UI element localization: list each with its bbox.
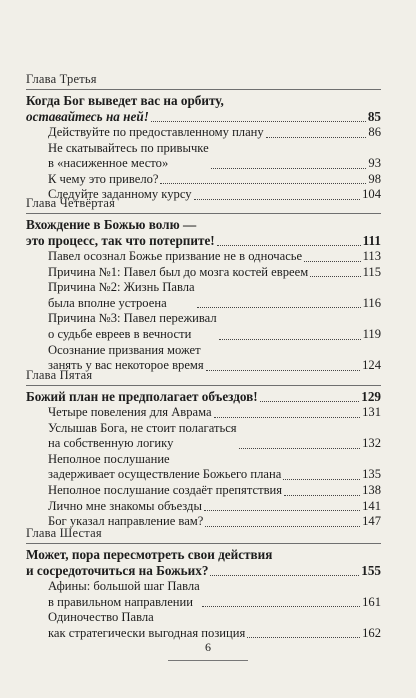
entry-text: Бог указал направление вам? bbox=[48, 514, 204, 529]
page-ref: 155 bbox=[361, 563, 381, 578]
entry-line: в правильном направлении bbox=[48, 594, 194, 609]
toc-entry bbox=[48, 141, 381, 172]
entry-text bbox=[48, 421, 237, 452]
chapter-heading: Глава Шестая bbox=[26, 526, 381, 544]
chapter-3 bbox=[26, 72, 381, 203]
leader-dots bbox=[211, 168, 367, 169]
entry-text bbox=[48, 579, 200, 610]
page-ref: 129 bbox=[361, 389, 381, 404]
leader-dots bbox=[260, 401, 360, 402]
entry-line: Не скатывайтесь по привычке bbox=[48, 140, 209, 155]
toc-entry bbox=[48, 280, 381, 311]
entry-line: задерживает осуществление Божьего плана bbox=[48, 467, 282, 482]
entry-line: Одиночество Павла bbox=[48, 610, 154, 625]
page-ref: 138 bbox=[362, 482, 381, 497]
entry-text bbox=[48, 141, 209, 172]
leader-dots bbox=[204, 510, 360, 511]
entry-text: Лично мне знакомы объезды bbox=[48, 498, 202, 513]
page-ref: 161 bbox=[362, 594, 381, 609]
footer-rule bbox=[168, 660, 248, 661]
leader-dots bbox=[210, 575, 359, 576]
chapter-title-entry bbox=[26, 233, 381, 249]
title-line: Может, пора пересмотреть свои действия bbox=[26, 547, 273, 562]
toc-entry bbox=[48, 499, 381, 515]
entry-line: о судьбе евреев в вечности bbox=[48, 326, 192, 341]
entry-line: Афины: большой шаг Павла bbox=[48, 579, 200, 593]
page-ref: 85 bbox=[367, 109, 381, 124]
page-ref: 113 bbox=[362, 249, 381, 263]
page-ref: 98 bbox=[368, 171, 381, 186]
page-ref: 162 bbox=[362, 625, 381, 640]
entry-line: как стратегически выгодная позиция bbox=[48, 625, 246, 640]
entry-text: К чему это привело? bbox=[48, 171, 159, 186]
toc-entry bbox=[48, 405, 381, 421]
chapter-5 bbox=[26, 368, 381, 530]
leader-dots bbox=[283, 479, 360, 480]
chapter-heading: Глава Пятая bbox=[26, 368, 381, 386]
chapter-6 bbox=[26, 526, 381, 641]
page-ref: 135 bbox=[362, 467, 381, 482]
title-line: Когда Бог выведет вас на орбиту, bbox=[26, 93, 224, 108]
chapter-title bbox=[26, 547, 381, 563]
toc-entry bbox=[48, 452, 381, 483]
page-ref: 86 bbox=[368, 125, 381, 139]
leader-dots bbox=[266, 137, 367, 138]
page-ref: 119 bbox=[362, 326, 381, 341]
chapter-heading: Глава Третья bbox=[26, 72, 381, 90]
page-ref: 124 bbox=[362, 358, 381, 373]
toc-entry bbox=[48, 610, 381, 641]
title-line-last: оставайтесь на ней! bbox=[26, 109, 149, 124]
page-ref: 111 bbox=[362, 233, 381, 248]
entry-line: была вполне устроена bbox=[48, 295, 167, 310]
toc-entry bbox=[48, 421, 381, 452]
page-ref: 141 bbox=[362, 498, 381, 513]
leader-dots bbox=[202, 606, 360, 607]
entry-line: Услышав Бога, не стоит полагаться bbox=[48, 420, 237, 435]
entry-text: Четыре повеления для Аврама bbox=[48, 405, 212, 419]
page-ref: 104 bbox=[362, 187, 381, 202]
title-line-last: это процесс, так что потерпите! bbox=[26, 233, 215, 248]
toc-entry bbox=[48, 483, 381, 499]
leader-dots bbox=[219, 339, 361, 340]
chapter-heading: Глава Четвёртая bbox=[26, 196, 381, 214]
entry-line: Причина №3: Павел переживал bbox=[48, 311, 217, 326]
chapter-title-entry bbox=[26, 109, 381, 125]
entry-line: Причина №2: Жизнь Павла bbox=[48, 280, 195, 295]
toc-entry bbox=[48, 249, 381, 265]
chapter-title bbox=[26, 217, 381, 233]
entry-text: Действуйте по предоставленному плану bbox=[48, 125, 264, 139]
toc-entry bbox=[48, 311, 381, 342]
toc-entry bbox=[48, 265, 381, 281]
entry-text: Неполное послушание создаёт препятствия bbox=[48, 482, 283, 497]
entry-line: на собственную логику bbox=[48, 436, 174, 451]
entry-line: Неполное послушание bbox=[48, 451, 170, 466]
leader-dots bbox=[239, 448, 361, 449]
page-ref: 116 bbox=[362, 295, 381, 310]
page-ref: 147 bbox=[362, 514, 381, 529]
leader-dots bbox=[304, 261, 360, 262]
page-number: 6 bbox=[205, 640, 211, 654]
chapter-4 bbox=[26, 196, 381, 374]
leader-dots bbox=[151, 121, 366, 122]
entry-text bbox=[48, 280, 195, 311]
toc-entry bbox=[48, 125, 381, 141]
entry-text: Причина №1: Павел был до мозга костей евреем bbox=[48, 264, 309, 279]
leader-dots bbox=[160, 183, 366, 184]
chapter-title-entry bbox=[26, 563, 381, 579]
title-line-last: Божий план не предполагает объездов! bbox=[26, 389, 258, 404]
leader-dots bbox=[197, 307, 361, 308]
leader-dots bbox=[284, 495, 360, 496]
toc-entry bbox=[48, 172, 381, 188]
chapter-title-entry bbox=[26, 389, 381, 405]
title-line: Вхождение в Божью волю — bbox=[26, 217, 197, 232]
leader-dots bbox=[247, 637, 360, 638]
page-ref: 115 bbox=[362, 264, 381, 279]
toc-entry bbox=[48, 579, 381, 610]
leader-dots bbox=[217, 245, 361, 246]
page-ref: 132 bbox=[362, 436, 381, 451]
leader-dots bbox=[310, 276, 360, 277]
entry-text: Следуйте заданному курсу bbox=[48, 187, 192, 202]
title-line-last: и сосредоточиться на Божьих? bbox=[26, 563, 209, 578]
entry-text bbox=[48, 452, 281, 483]
entry-line: занять у вас некоторое время bbox=[48, 358, 204, 373]
entry-line: Осознание призвания может bbox=[48, 342, 201, 357]
entry-text: Павел осознал Божье призвание не в одночасье bbox=[48, 249, 303, 263]
entry-text bbox=[48, 311, 217, 342]
entry-line: в «насиженное место» bbox=[48, 156, 169, 171]
page-ref: 131 bbox=[362, 405, 381, 419]
chapter-title bbox=[26, 93, 381, 109]
leader-dots bbox=[214, 417, 361, 418]
page-ref: 93 bbox=[368, 156, 381, 171]
entry-text bbox=[48, 610, 245, 641]
